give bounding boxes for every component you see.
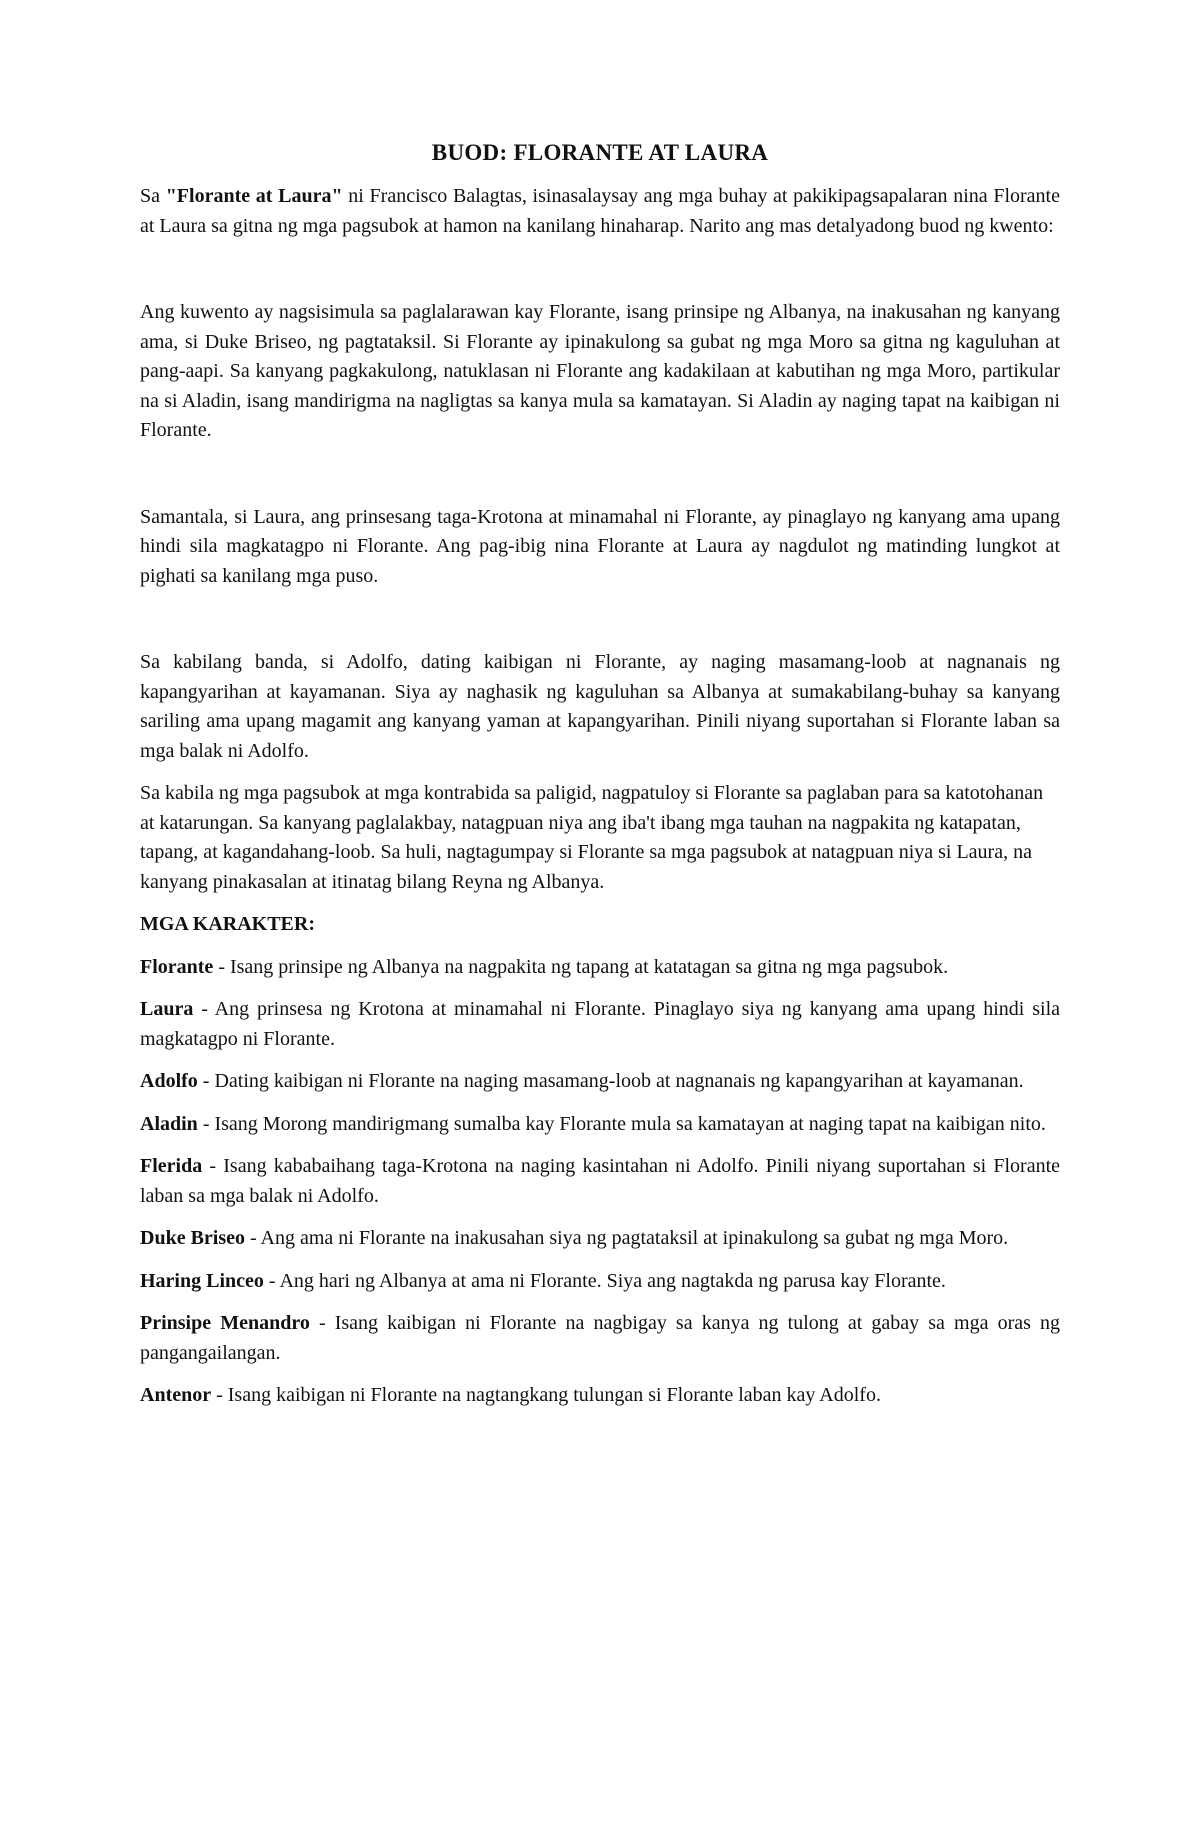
character-entry — [140, 953, 1060, 983]
character-name: Haring Linceo — [140, 1269, 264, 1292]
character-entry — [140, 1267, 1060, 1297]
character-description: - Isang prinsipe ng Albanya na nagpakita ng tapang at katatagan sa gitna ng mga pagsubok. — [213, 955, 949, 978]
character-description: - Isang Morong mandirigmang sumalba kay Florante mula sa kamatayan at naging tapat na kaibigan nito. — [197, 1112, 1046, 1135]
character-name: Florante — [140, 955, 214, 978]
character-name: Flerida — [140, 1155, 203, 1177]
document-title: BUOD: FLORANTE AT LAURA — [431, 140, 769, 165]
character-entry — [140, 995, 1060, 1054]
character-name: Adolfo — [140, 1070, 198, 1092]
character-entry — [140, 1224, 1060, 1254]
character-name: Duke Briseo — [140, 1227, 245, 1249]
character-entry — [140, 1309, 1060, 1368]
character-name: Prinsipe Menandro — [140, 1312, 310, 1334]
character-description: - Ang hari ng Albanya at ama ni Florante. Siya ang nagtakda ng parusa kay Florante. — [263, 1269, 946, 1292]
character-name: Antenor — [140, 1384, 212, 1406]
document-page — [140, 140, 1060, 1411]
character-entry — [140, 1152, 1060, 1211]
character-description: - Ang prinsesa ng Krotona at minamahal ni Florante. Pinaglayo siya ng kanyang ama upang hindi sila magkatagpo ni Florante. — [140, 998, 1060, 1050]
character-description: - Ang ama ni Florante na inakusahan siya ng pagtataksil at ipinakulong sa gubat ng mga Moro. — [245, 1227, 1009, 1249]
intro-paragraph — [140, 182, 1060, 241]
character-name: Aladin — [140, 1112, 198, 1135]
summary-paragraph-2: Samantala, si Laura, ang prinsesang taga-Krotona at minamahal ni Florante, ay pinaglayo ng kanyang ama upang hindi sila magkatagpo ni Florante. Ang pag-ibig nina Florante at Laura ay nagdulot ng matinding lungkot at pighati sa kanilang mga puso. — [140, 505, 1060, 587]
summary-paragraph-3: Sa kabilang banda, si Adolfo, dating kaibigan ni Florante, ay naging masamang-loob at nagnanais ng kapangyarihan at kayamanan. Siya ay naghasik ng kaguluhan sa Albanya at sumakabilang-buhay sa kanyang sariling ama upang magamit ang kanyang yaman at kapangyarihan. Pinili niyang suportahan si Florante laban sa mga balak ni Adolfo. — [140, 651, 1060, 762]
character-name: Laura — [140, 998, 194, 1020]
character-entry — [140, 1067, 1060, 1097]
character-description: - Isang kaibigan ni Florante na nagbigay sa kanya ng tulong at gabay sa mga oras ng pangangailangan. — [140, 1312, 1060, 1364]
character-description: - Isang kababaihang taga-Krotona na naging kasintahan ni Adolfo. Pinili niyang suportahan si Florante laban sa mga balak ni Adolfo. — [140, 1155, 1060, 1207]
summary-paragraph-1: Ang kuwento ay nagsisimula sa paglalarawan kay Florante, isang prinsipe ng Albanya, na inakusahan ng kanyang ama, si Duke Briseo, ng pagtataksil. Si Florante ay ipinakulong sa gubat ng mga Moro sa gitna ng kaguluhan at pang-aapi. Sa kanyang pagkakulong, natuklasan ni Florante ang kadakilaan at kabutihan ng mga Moro, partikular na si Aladin, isang mandirigma na nagligtas sa kanya mula sa kamatayan. Si Aladin ay naging tapat na kaibigan ni Florante. — [140, 301, 1060, 441]
summary-paragraph-4: Sa kabila ng mga pagsubok at mga kontrabida sa paligid, nagpatuloy si Florante sa paglaban para sa katotohanan at katarungan. Sa kanyang paglalakbay, natagpuan niya ang iba't ibang mga tauhan na nagpakita ng katapatan, tapang, at kagandahang-loob. Sa huli, nagtagumpay si Florante sa mga pagsubok at natagpuan niya si Laura, na kanyang pinakasalan at itinatag bilang Reyna ng Albanya. — [140, 782, 1044, 893]
character-entry — [140, 1381, 1060, 1411]
character-entry — [140, 1110, 1060, 1140]
character-description: - Isang kaibigan ni Florante na nagtangkang tulungan si Florante laban kay Adolfo. — [211, 1384, 881, 1406]
intro-suffix: ni Francisco Balagtas, isinasalaysay ang mga buhay at pakikipagsapalaran nina Florante at Laura sa gitna ng mga pagsubok at hamon na kanilang hinaharap. Narito ang mas detalyadong buod ng kwento: — [140, 185, 1060, 237]
character-description: - Dating kaibigan ni Florante na naging masamang-loob at nagnanais ng kapangyarihan at kayamanan. — [197, 1070, 1024, 1092]
intro-prefix: Sa — [140, 185, 166, 207]
intro-work-title: "Florante at Laura" — [165, 185, 343, 207]
characters-heading: MGA KARAKTER: — [140, 913, 315, 935]
